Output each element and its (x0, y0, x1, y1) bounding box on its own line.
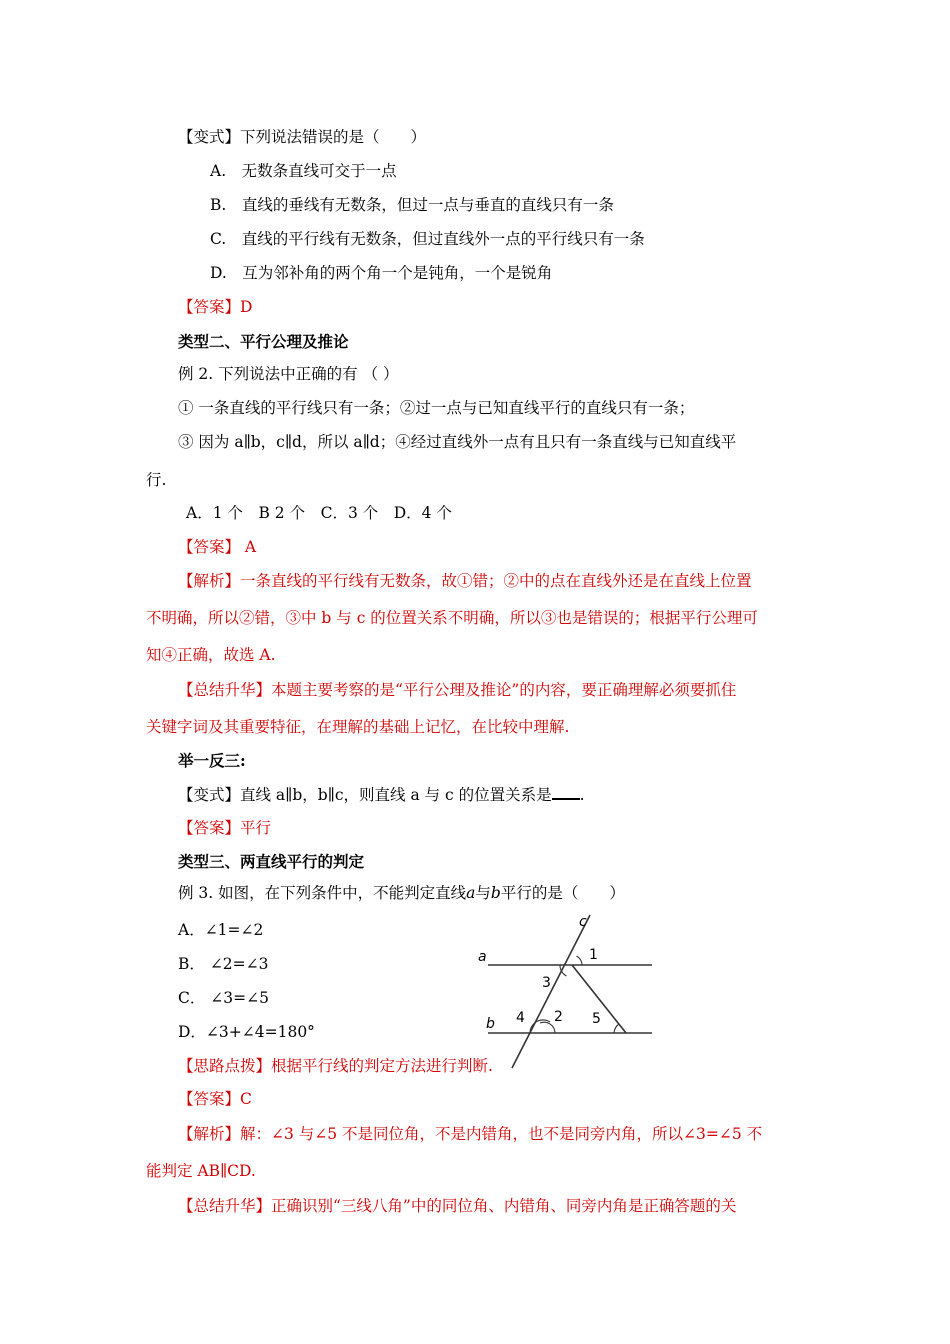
type2-heading: 类型二、平行公理及推论 (178, 332, 349, 351)
example3-analysis-1: 【解析】解：∠3 与∠5 不是同位角，不是内错角，也不是同旁内角，所以∠3=∠5 不 (178, 1125, 763, 1143)
variant1-option-b: B. 直线的垂线有无数条，但过一点与垂直的直线只有一条 (210, 196, 614, 214)
label-2: 2 (554, 1009, 563, 1025)
example3-answer: 【答案】C (178, 1090, 252, 1108)
example3-option-a: A．∠1=∠2 (178, 921, 264, 939)
practice-heading: 举一反三: (178, 751, 246, 770)
example3-analysis-2: 能判定 AB∥CD. (146, 1162, 256, 1180)
example3-option-d: D．∠3+∠4=180° (178, 1023, 315, 1041)
answer-blank (552, 784, 580, 800)
example2-statement-3: 行. (146, 471, 167, 489)
variant2-stem-end: . (579, 786, 585, 804)
variant1-option-a: A. 无数条直线可交于一点 (210, 162, 397, 180)
example2-answer: 【答案】 A (178, 538, 257, 556)
variant1-answer: 【答案】D (178, 298, 253, 316)
example3-option-c: C． ∠3=∠5 (178, 989, 269, 1007)
example3-option-b: B． ∠2=∠3 (178, 955, 269, 973)
variant2-stem (178, 784, 585, 805)
label-4: 4 (516, 1010, 525, 1026)
angle-5-arc (614, 1024, 619, 1033)
var-a: a (466, 884, 476, 902)
variant1-option-c: C. 直线的平行线有无数条，但过直线外一点的平行线只有一条 (210, 230, 645, 248)
label-1: 1 (589, 947, 598, 963)
label-3: 3 (542, 975, 551, 991)
angle-1-arc (577, 956, 583, 965)
variant1-option-d: D. 互为邻补角的两个角一个是钝角，一个是锐角 (210, 264, 553, 282)
example2-analysis-1: 【解析】一条直线的平行线有无数条，故①错；②中的点在直线外还是在直线上位置 (178, 572, 752, 590)
example3-stem (178, 883, 625, 903)
example3-stem-pre: 例 3. 如图，在下列条件中，不能判定直线 (178, 884, 467, 902)
example3-stem-mid: 与 (475, 884, 491, 902)
example2-statement-1: ① 一条直线的平行线只有一条；②过一点与已知直线平行的直线只有一条； (178, 399, 695, 417)
type3-heading: 类型三、两直线平行的判定 (178, 852, 365, 871)
example3-hint: 【思路点拨】根据平行线的判定方法进行判断. (178, 1057, 493, 1075)
example3-stem-post: 平行的是（ ） (500, 884, 625, 902)
example2-statement-2: ③ 因为 a∥b，c∥d，所以 a∥d；④经过直线外一点有且只有一条直线与已知直线平 (178, 433, 737, 451)
line-c (512, 915, 590, 1068)
variant1-stem: 【变式】下列说法错误的是（ ） (178, 128, 427, 146)
example2-summary-1: 【总结升华】本题主要考察的是“平行公理及推论”的内容，要正确理解必须要抓住 (178, 681, 737, 699)
label-a: a (478, 949, 487, 965)
variant2-stem-text: 【变式】直线 a∥b，b∥c，则直线 a 与 c 的位置关系是 (178, 786, 552, 804)
angle-2-arc (540, 1022, 555, 1033)
label-c: c (579, 914, 587, 930)
example2-choices: A．1 个 B 2 个 C．3 个 D．4 个 (186, 504, 452, 522)
example2-analysis-3: 知④正确，故选 A. (146, 646, 276, 664)
label-b: b (486, 1016, 495, 1032)
variant2-answer: 【答案】平行 (178, 819, 272, 837)
label-5: 5 (592, 1011, 601, 1027)
example2-analysis-2: 不明确，所以②错，③中 b 与 c 的位置关系不明确，所以③也是错误的；根据平行公理可 (146, 609, 758, 627)
example3-summary: 【总结升华】正确识别“三线八角”中的同位角、内错角、同旁内角是正确答题的关 (178, 1197, 737, 1215)
parallel-lines-figure (470, 910, 660, 1075)
example2-summary-2: 关键字词及其重要特征，在理解的基础上记忆，在比较中理解. (146, 718, 570, 736)
var-b: b (490, 884, 501, 902)
example2-stem: 例 2. 下列说法中正确的有 （ ） (178, 365, 399, 383)
